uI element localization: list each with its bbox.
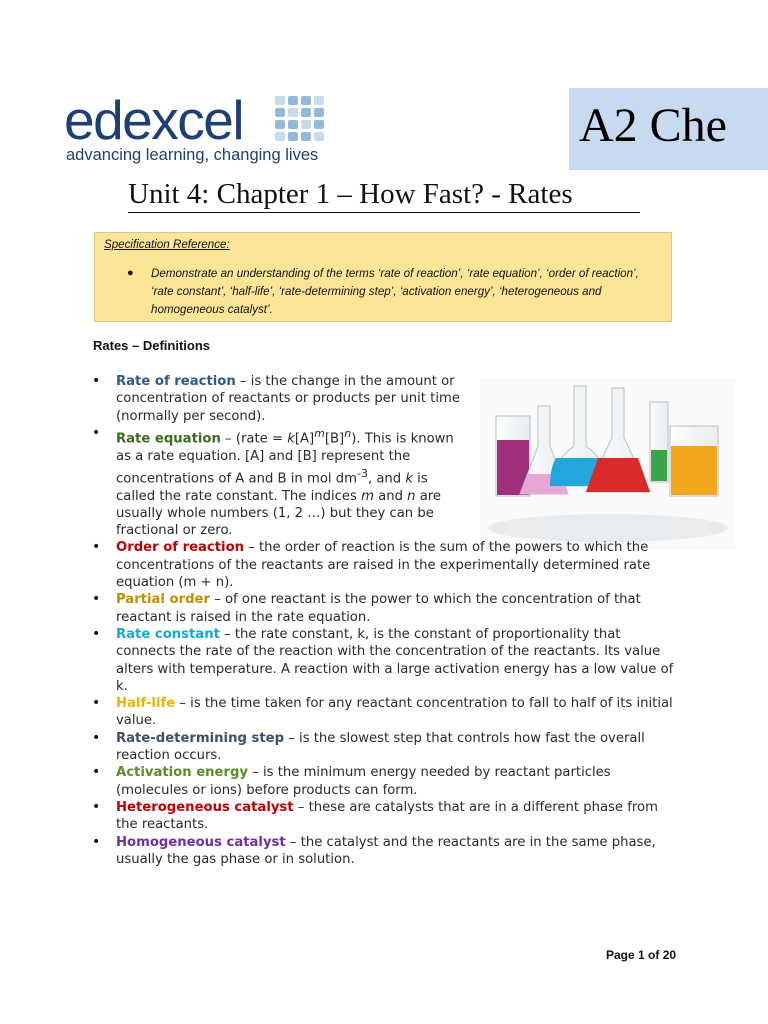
definition-text: – the rate constant, k, is the constant of proportionality that connects the rate of the reaction with the concentration of the reactants. Its value alters with temperature. A reaction with a large activation energy has a low value of k. [116,626,674,694]
specification-box [94,232,672,322]
definition-text: – the order of reaction is the sum of the powers to which the concentrations of the reactants are raised in the experimentally determined rate equation (m + n). [116,540,651,591]
logo-tagline: advancing learning, changing lives [66,146,319,164]
unit-exponent: -3 [356,466,368,480]
symbol-b: [B] [324,431,345,447]
definition-term: Half-life [116,696,176,712]
definition-text: – is the minimum energy needed by reactant particles (molecules or ions) before products can form. [116,765,611,798]
document-title: A2 Che [579,99,727,152]
index-n: n [407,488,416,504]
definition-text: – is the time taken for any reactant concentration to fall to half of its initial value. [116,696,673,729]
definition-term: Rate-determining step [116,730,285,746]
edexcel-logo [64,89,334,170]
list-item [90,425,680,540]
list-item [90,539,680,591]
definition-text: , and [367,471,406,487]
definition-term: Heterogeneous catalyst [116,799,294,815]
logo-wordmark: edexcel [64,89,244,151]
definition-text: – is the slowest step that controls how fast the overall reaction occurs. [116,730,645,764]
definition-term: Homogeneous catalyst [116,834,286,850]
definition-term: Activation energy [116,765,249,781]
definition-text: – the catalyst and the reactants are in the same phase, usually the gas phase or in solution. [116,834,656,867]
definition-text: – is the change in the amount or concentration of reactants or products per unit time (normally per second). [116,374,460,424]
definition-text: is called the rate constant. The indices [116,471,428,504]
symbol-k: k [405,471,413,487]
definition-text: – (rate = [220,431,288,447]
definition-text: – of one reactant is the power to which the concentration of that reactant is raised in the rate equation. [116,592,641,625]
spec-heading: Specification Reference: [104,238,230,251]
logo-grid-icon [275,96,327,142]
symbol-k: k [287,431,295,447]
symbol-a: [A] [294,431,315,447]
definition-term: Rate equation [116,431,221,447]
definition-term: Order of reaction [116,540,245,556]
definition-term: Partial order [116,592,210,608]
list-item [90,730,680,765]
chapter-title: Unit 4: Chapter 1 – How Fast? - Rates [128,176,640,213]
of-label: of [644,948,663,962]
document-title-banner [569,88,768,170]
list-item [90,373,680,425]
definition-text: ). This is known as a rate equation. [A] and [B] represent the concentrations of A and B in mol dm [116,431,454,487]
definitions-list [90,373,680,868]
section-heading: Rates – Definitions [93,338,211,353]
page-label: Page [606,948,639,962]
bullet-icon: ● [127,267,134,279]
definition-term: Rate constant [116,626,220,642]
current-page: 1 [638,948,645,962]
list-item [90,626,680,695]
index-m: m [314,426,325,440]
spec-text: Demonstrate an understanding of the terms ‘rate of reaction’, ‘rate equation’, ‘order of reaction’, ‘rate constant’, ‘half-life’, ‘rate-determining step’, ‘activation energy’, ‘heterogeneous and homogeneous catalyst’. [151,267,639,316]
index-m: m [361,488,374,504]
list-item [90,764,680,799]
index-n: n [344,426,352,440]
definition-text: and [373,488,408,504]
definition-text: – these are catalysts that are in a different phase from the reactants. [116,799,658,833]
total-pages: 20 [662,948,677,962]
list-item [90,695,680,730]
list-item [90,591,680,626]
page-number [606,948,676,962]
list-item [90,799,680,834]
definition-term: Rate of reaction [116,374,236,389]
list-item [90,834,680,869]
definition-text: are usually whole numbers (1, 2 …) but they can be fractional or zero. [116,488,442,539]
